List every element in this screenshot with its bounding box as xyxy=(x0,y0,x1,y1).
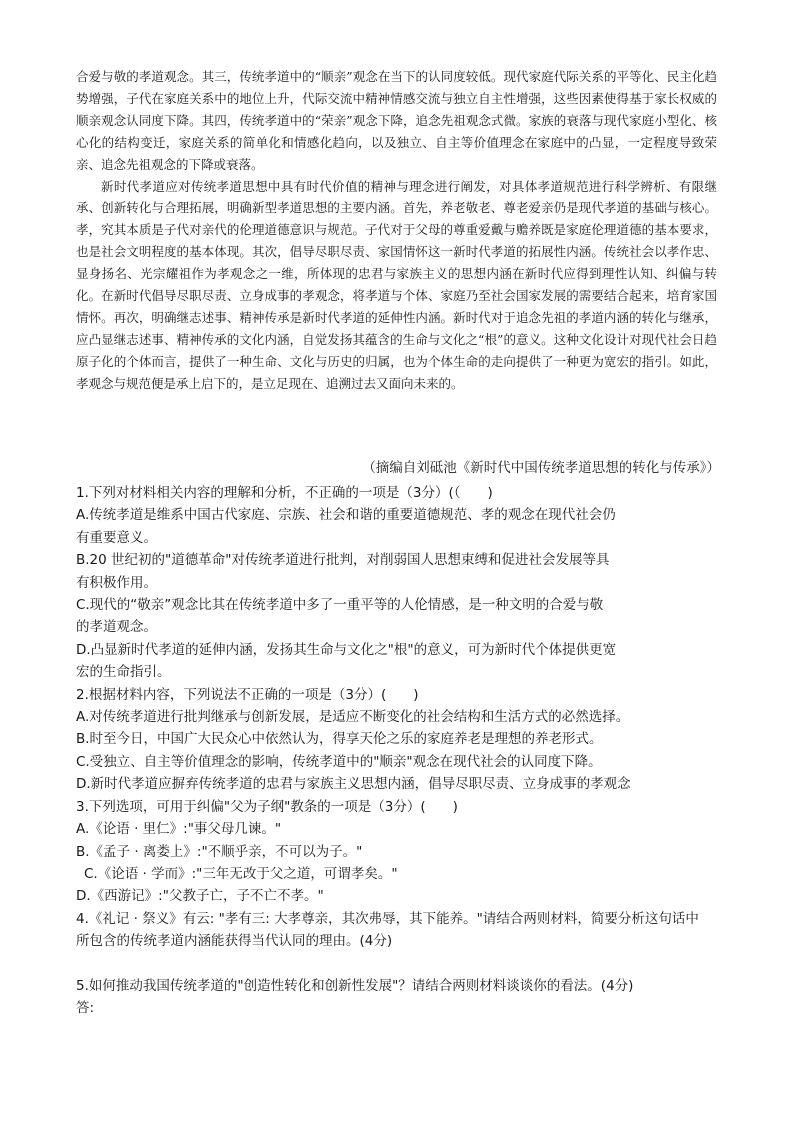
question-3-option-d: D.《西游记》:"父教子亡，子不亡不孝。" xyxy=(76,888,324,905)
passage-paragraph-1: 合爱与敬的孝道观念。其三，传统孝道中的“顺亲”观念在当下的认同度较低。现代家庭代际关系的平等化、民主化趋势增强，子代在家庭关系中的地位上升，代际交流中精神情感交流与独立自主性增强，这些因素使得基于家长权威的顺亲观念认同度下降。其四，传统孝道中的“荣亲”观念下降，追念先祖观念式微。家族的衰落与现代家庭小型化、核心化的结构变迁，家庭关系的简单化和情感化趋向，以及独立、自主等价值理念在家庭中的凸显，一定程度导致荣亲、追念先祖观念的下降或衰落。 xyxy=(76,69,717,172)
question-2-option-d: D.新时代孝道应摒弃传统孝道的忠君与家族主义思想内涵，倡导尽职尽责、立身成事的孝观念 xyxy=(76,776,631,793)
question-2-option-a: A.对传统孝道进行批判继承与创新发展，是适应不断变化的社会结构和生活方式的必然选择。 xyxy=(76,709,630,726)
question-2-stem: 2.根据材料内容，下列说法不正确的一项是（3分）( ) xyxy=(76,686,419,703)
question-1-option-a-line2: 有重要意义。 xyxy=(76,529,157,546)
question-list xyxy=(76,482,726,1019)
question-1-stem: 1.下列对材料相关内容的理解和分析，不正确的一项是（3分）(（ ) xyxy=(76,485,493,501)
passage-paragraph-2: 新时代孝道应对传统孝道思想中具有时代价值的精神与理念进行阐发，对具体孝道规范进行科学辨析、有限继承、创新转化与合理拓展，明确新型孝道思想的主要内涵。首先，养老敬老、尊老爱亲仍是现代孝道的基础与核心。孝，究其本质是子代对亲代的伦理道德意识与规范。子代对于父母的尊重爱戴与赡养既是家庭伦理道德的基本要求，也是社会文明程度的基本体现。其次，倡导尽职尽责、家国情怀这一新时代孝道的拓展性内涵。传统社会以孝作忠、显身扬名、光宗耀祖作为孝观念之一维，所体现的忠君与家族主义的思想内涵在新时代应得到理性认知、纠偏与转化。在新时代倡导尽职尽责、立身成事的孝观念，将孝道与个体、家庭乃至社会国家发展的需要结合起来，培育家国情怀。再次，明确继志述事、精神传承是新时代孝道的延伸性内涵。新时代对于追念先祖的孝道内涵的转化与继承，应凸显继志述事、精神传承的文化内涵，自觉发扬其蕴含的生命与文化之“根”的意义。这种文化设计对现代社会日趋原子化的个体而言，提供了一种生命、文化与历史的归属，也为个体生命的走向提供了一种更为宽宏的指引。如此，孝观念与规范便是承上启下的，是立足现在、追溯过去又面向未来的。 xyxy=(76,178,717,391)
question-1-option-b-line2: 有积极作用。 xyxy=(76,574,157,591)
question-4-line2: 所包含的传统孝道内涵能获得当代认同的理由。(4分) xyxy=(76,933,393,950)
question-5-line1: 5.如何推动我国传统孝道的"创造性转化和创新性发展"？请结合两则材料谈谈你的看法。(4分) xyxy=(76,977,634,994)
question-3-option-a: A.《论语 · 里仁》:"事父母几谏。" xyxy=(76,821,282,838)
reading-passage xyxy=(76,66,717,395)
question-1-option-b-line1: B.20 世纪初的"道德革命"对传统孝道进行批判，对削弱国人思想束缚和促进社会发展等具 xyxy=(76,552,610,569)
question-1-option-c-line1: C.现代的“敬亲”观念比其在传统孝道中多了一重平等的人伦情感，是一种文明的合爱与敬 xyxy=(76,597,604,614)
question-1-option-d-line2: 宏的生命指引。 xyxy=(76,664,171,681)
question-3-option-b: B.《孟子 · 离娄上》:"不顺乎亲，不可以为子。" xyxy=(76,843,363,860)
question-3-option-c: C.《论语 · 学而》:"三年无改于父之道，可谓孝矣。" xyxy=(84,865,398,882)
question-1-option-c-line2: 的孝道观念。 xyxy=(76,619,157,636)
answer-label: 答: xyxy=(76,999,95,1016)
question-1-option-d-line1: D.凸显新时代孝道的延伸内涵，发扬其生命与文化之"根"的意义，可为新时代个体提供更宽 xyxy=(76,641,617,658)
question-2-option-b: B.时至今日，中国广大民众心中依然认为，得享天伦之乐的家庭养老是理想的养老形式。 xyxy=(76,731,603,748)
answer-gap xyxy=(76,953,726,975)
question-3-stem: 3.下列选项，可用于纠偏"父为子纲"教条的一项是（3分）( ) xyxy=(76,798,458,815)
question-1-option-a-line1: A.传统孝道是维系中国古代家庭、宗族、社会和谐的重要道德规范、孝的观念在现代社会仍 xyxy=(76,507,616,524)
passage-source: （摘编自刘砥池《新时代中国传统孝道思想的转化与传承》） xyxy=(362,460,720,476)
question-2-option-c: C.受独立、自主等价值理念的影响，传统孝道中的"顺亲"观念在现代社会的认同度下降。 xyxy=(76,753,602,770)
question-4-line1: 4.《礼记 · 祭义》有云: "孝有三: 大孝尊亲，其次弗辱，其下能养。"请结合两则材料，简要分析这句话中 xyxy=(76,910,699,927)
